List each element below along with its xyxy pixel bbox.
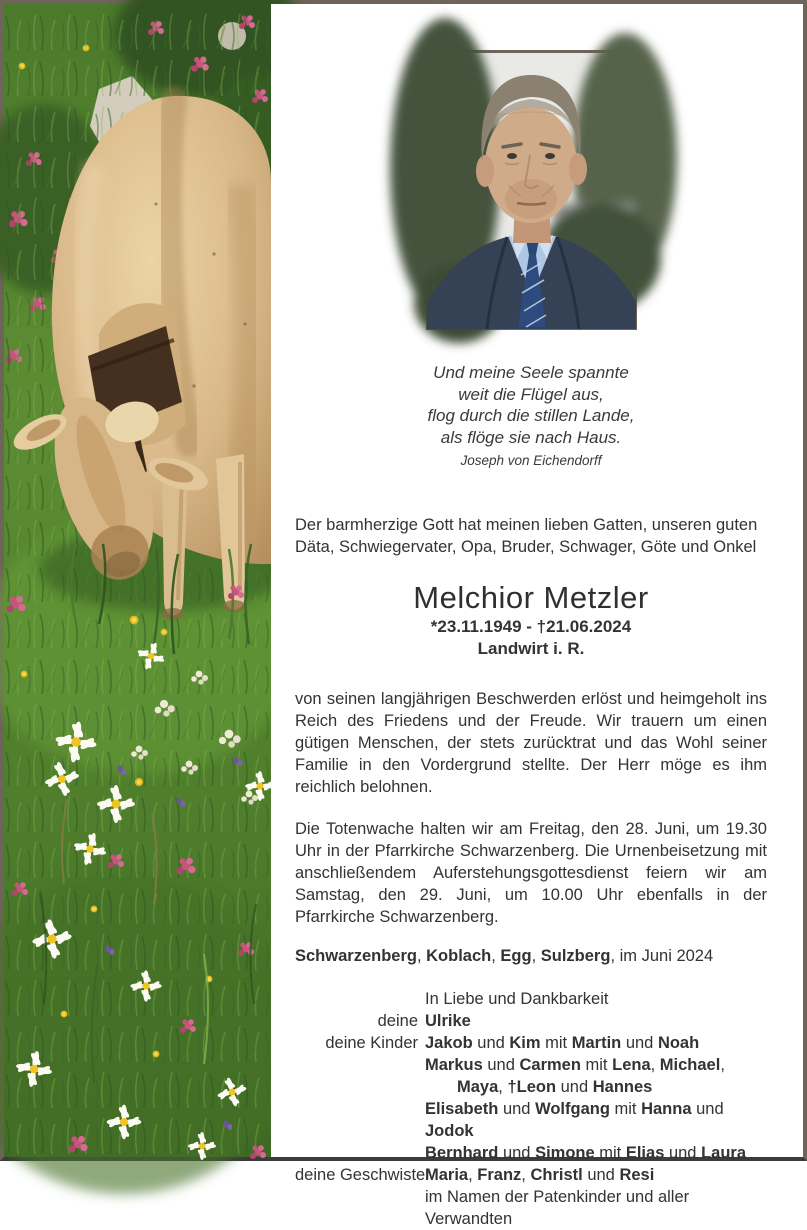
obituary-content bbox=[271, 4, 803, 1228]
family-names: In Liebe und Dankbarkeit bbox=[425, 989, 609, 1008]
family-relation-label bbox=[295, 1054, 425, 1076]
deceased-name: Melchior Metzler bbox=[413, 579, 649, 615]
funeral-paragraph: Die Totenwache halten wir am Freitag, den 28. Juni, um 19.30 Uhr in der Pfarrkirche Schwarzenberg. Die Urnenbeisetzung mit anschließendem Auferstehungsgottesdienst feiern wir am Samstag, den 29. Juni, um 10.00 Uhr ebenfalls in der Pfarrkirche Schwarzenberg. bbox=[295, 819, 767, 926]
family-names: Jakob und Kim mit Martin und Noah bbox=[425, 1033, 700, 1052]
poem-line: als flöge sie nach Haus. bbox=[440, 427, 622, 447]
profession: Landwirt i. R. bbox=[477, 638, 585, 658]
family-row bbox=[295, 1142, 767, 1164]
family-row bbox=[295, 1076, 767, 1098]
family-row bbox=[295, 1098, 767, 1142]
family-names: Markus und Carmen mit Lena, Michael, bbox=[425, 1055, 725, 1074]
family-names: Maria, Franz, Christl und Resi bbox=[425, 1165, 655, 1184]
family-names: Maya, †Leon und Hannes bbox=[457, 1077, 653, 1096]
poem-line: Und meine Seele spannte bbox=[433, 363, 629, 382]
family-relation-label bbox=[295, 1142, 425, 1164]
family-relation-label: deine bbox=[377, 1011, 418, 1030]
family-relation-label: deine Kinder bbox=[325, 1033, 418, 1052]
family-names: Bernhard und Simone mit Elias und Laura bbox=[425, 1143, 747, 1162]
family-list bbox=[295, 988, 767, 1230]
family-row bbox=[295, 1164, 767, 1186]
meadow-cow-illustration bbox=[4, 4, 271, 1157]
family-row bbox=[295, 1032, 767, 1054]
poem bbox=[295, 362, 767, 472]
poem-line: flog durch die stillen Lande, bbox=[427, 406, 635, 425]
intro-text: Der barmherzige Gott hat meinen lieben Gatten, unseren guten Däta, Schwiegervater, Opa, Bruder, Schwager, Göte und Onkel bbox=[295, 515, 758, 556]
family-names: Elisabeth und Wolfgang mit Hanna und Jodok bbox=[425, 1099, 724, 1140]
family-relation-label bbox=[295, 1098, 425, 1142]
family-names: im Namen der Patenkinder und aller Verwandten bbox=[425, 1187, 690, 1228]
family-relation-label bbox=[295, 1076, 425, 1098]
places-line: Schwarzenberg, Koblach, Egg, Sulzberg, im Juni 2024 bbox=[295, 946, 714, 965]
family-relation-label bbox=[295, 1186, 425, 1230]
family-relation-label bbox=[295, 988, 425, 1010]
life-dates: *23.11.1949 - †21.06.2024 bbox=[430, 616, 632, 636]
poem-attribution: Joseph von Eichendorff bbox=[460, 453, 602, 468]
poem-line: weit die Flügel aus, bbox=[458, 384, 604, 404]
family-row bbox=[295, 1186, 767, 1230]
portrait-photo bbox=[426, 50, 637, 330]
portrait-illustration bbox=[429, 53, 634, 327]
family-row bbox=[295, 1054, 767, 1076]
family-row bbox=[295, 1010, 767, 1032]
meadow-cow-photo bbox=[4, 4, 271, 1157]
family-relation-label: deine Geschwister bbox=[295, 1165, 431, 1184]
family-row bbox=[295, 988, 767, 1010]
family-names: Ulrike bbox=[425, 1011, 471, 1030]
obituary-paragraph: von seinen langjährigen Beschwerden erlöst und heimgeholt ins Reich des Friedens und der Freude. Wir trauern um einen gütigen Menschen, der stets zurücktrat und das Wohl seiner Familie in den Vordergrund stellte. Der Herr möge es ihm reichlich belohnen. bbox=[295, 689, 767, 796]
